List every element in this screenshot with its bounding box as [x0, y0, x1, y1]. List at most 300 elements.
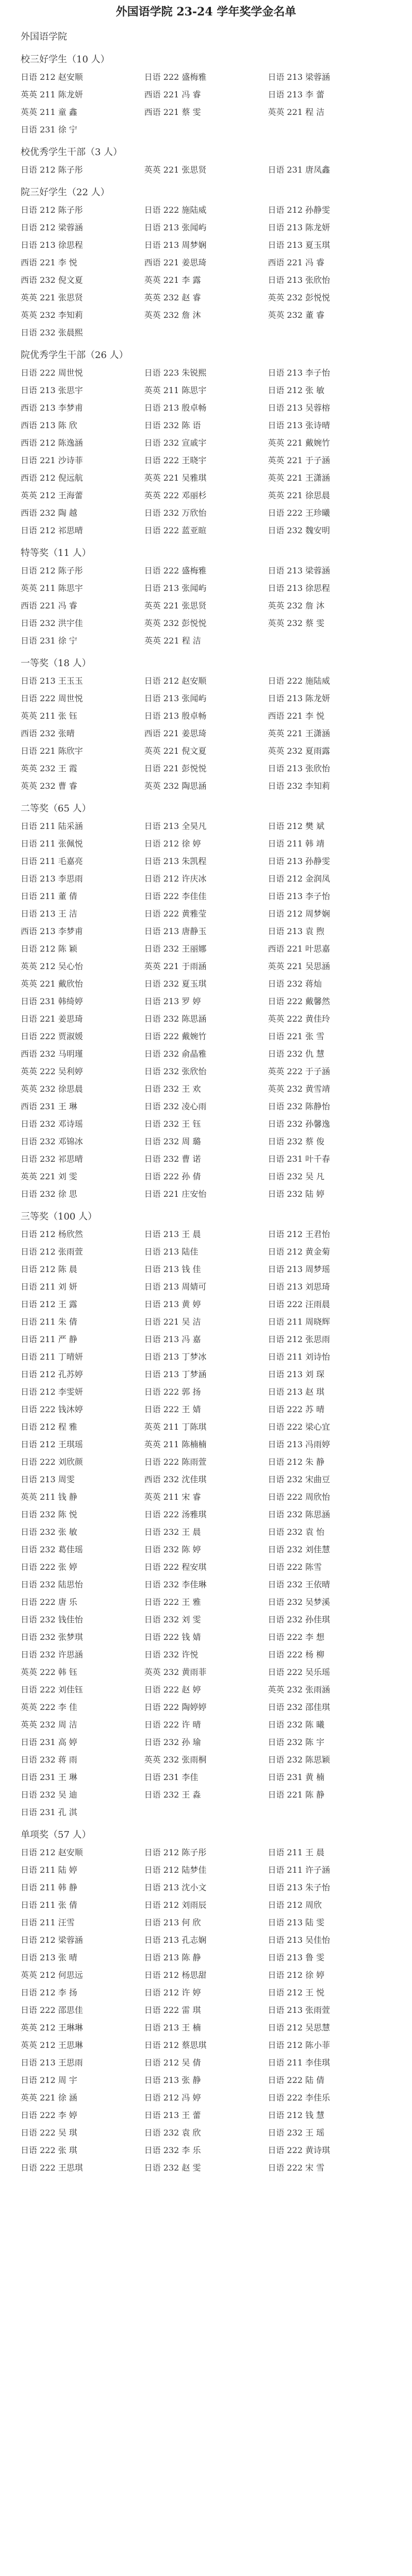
- student-entry: 日语 222 钱 婧: [144, 1632, 201, 1642]
- student-entry: 日语 212 梁蓉涵: [21, 223, 83, 232]
- student-entry: 日语 213 殷卓畅: [144, 711, 207, 721]
- student-entry: 日语 213 罗 婷: [144, 996, 201, 1006]
- student-entry: 日语 212 黄金菊: [268, 1247, 331, 1257]
- student-entry: 日语 213 袁 煦: [268, 926, 325, 936]
- name-row: [21, 1281, 391, 1293]
- name-row: [21, 1701, 391, 1714]
- student-entry: 日语 222 孙 倩: [144, 1172, 201, 1181]
- student-entry: 日语 221 沙诗菲: [21, 455, 83, 465]
- student-entry: 日语 232 邵佳琪: [268, 1702, 331, 1712]
- student-entry: 日语 213 王 晨: [144, 1229, 201, 1239]
- student-entry: 日语 212 张 敏: [268, 385, 325, 395]
- student-entry: 日语 212 吴 倩: [144, 2058, 201, 2067]
- student-entry: 英英 232 彭悦悦: [144, 618, 207, 628]
- student-entry: 西语 232 沈佳琪: [144, 1475, 207, 1484]
- student-entry: 英英 232 董 睿: [268, 310, 325, 320]
- name-row: [21, 327, 391, 339]
- student-entry: 日语 232 洪宇佳: [21, 618, 83, 628]
- student-entry: 日语 231 黄 楠: [268, 1772, 325, 1782]
- name-row: [21, 1952, 391, 1964]
- student-entry: 日语 232 王 淼: [144, 1790, 201, 1800]
- student-entry: 日语 221 陈 静: [268, 1790, 325, 1800]
- student-entry: 西语 221 姜思琦: [144, 728, 207, 738]
- name-row: [21, 164, 391, 176]
- student-entry: 日语 221 姜思琦: [21, 1014, 83, 1024]
- student-entry: 日语 213 陈龙妍: [268, 223, 331, 232]
- student-entry: 日语 212 孔苏婷: [21, 1369, 83, 1379]
- student-entry: 日语 231 徐 宁: [21, 125, 77, 134]
- name-row: [21, 257, 391, 269]
- name-row: [21, 780, 391, 792]
- student-entry: 日语 222 周欣怡: [268, 1492, 331, 1502]
- student-entry: 日语 222 黄雅莹: [144, 909, 207, 919]
- student-entry: 日语 213 夏玉琪: [268, 240, 331, 250]
- student-entry: 日语 212 杨思甜: [144, 1970, 207, 1980]
- name-row: [21, 2039, 391, 2052]
- name-row: [21, 1136, 391, 1148]
- student-entry: 英英 211 张 钰: [21, 711, 77, 721]
- student-entry: 日语 212 王君怡: [268, 1229, 331, 1239]
- student-entry: 日语 211 王 晨: [268, 1848, 325, 1857]
- student-entry: 英英 212 吴心怡: [21, 961, 83, 971]
- student-entry: 日语 232 王 瑶: [268, 2128, 325, 2138]
- student-entry: 英英 221 刘 雯: [21, 1172, 77, 1181]
- name-row: [21, 274, 391, 286]
- student-entry: 日语 213 王 楠: [144, 2023, 201, 2032]
- student-entry: 英英 211 丁陈琪: [144, 1422, 207, 1432]
- student-entry: 日语 222 施陆威: [268, 676, 331, 686]
- student-entry: 英英 222 于子涵: [268, 1066, 331, 1076]
- student-entry: 日语 212 陈子彤: [144, 1848, 207, 1857]
- student-entry: 日语 221 陈欣宇: [21, 746, 83, 756]
- student-entry: 日语 213 张闻屿: [144, 223, 207, 232]
- student-entry: 日语 213 张 晴: [21, 1953, 77, 1962]
- name-row: [21, 1403, 391, 1416]
- name-row: [21, 2004, 391, 2016]
- student-entry: 日语 232 俞晶雅: [144, 1049, 207, 1059]
- student-entry: 日语 213 李 蕾: [268, 90, 325, 99]
- name-row: [21, 2109, 391, 2122]
- student-entry: 日语 213 张闻屿: [144, 583, 207, 593]
- name-row: [21, 1263, 391, 1276]
- student-entry: 西语 221 冯 睿: [144, 90, 201, 99]
- category-list: [21, 54, 391, 2174]
- student-entry: 日语 222 陈雪: [268, 1562, 322, 1572]
- category-heading: 三等奖（100 人）: [21, 1211, 97, 1222]
- student-entry: 日语 222 赵 婷: [144, 1685, 201, 1694]
- student-entry: 日语 232 周 璐: [144, 1137, 201, 1146]
- student-entry: 英英 221 徐思晨: [268, 490, 331, 500]
- student-entry: 日语 232 许悦: [144, 1650, 199, 1659]
- student-entry: 英英 222 邓丽杉: [144, 490, 207, 500]
- award-category: [21, 187, 391, 339]
- student-entry: 日语 232 刘佳慧: [268, 1545, 331, 1554]
- student-entry: 日语 222 戴馨然: [268, 996, 331, 1006]
- student-entry: 英英 232 蔡 雯: [268, 618, 325, 628]
- student-entry: 日语 213 张闻屿: [144, 693, 207, 703]
- student-entry: 日语 232 张 敏: [21, 1527, 77, 1537]
- name-row: [21, 124, 391, 136]
- student-entry: 西语 232 张晴: [21, 728, 75, 738]
- student-entry: 日语 213 王玉玉: [21, 676, 83, 686]
- student-entry: 日语 232 蒋 雨: [21, 1755, 77, 1765]
- student-entry: 日语 211 严 静: [21, 1334, 77, 1344]
- name-row: [21, 419, 391, 432]
- name-row: [21, 2144, 391, 2157]
- student-entry: 日语 212 祁思晴: [21, 526, 83, 535]
- student-entry: 日语 222 刘欣颜: [21, 1457, 83, 1467]
- name-row: [21, 855, 391, 868]
- student-entry: 日语 232 吴 迪: [21, 1790, 77, 1800]
- student-entry: 日语 222 陈雨萱: [144, 1457, 207, 1467]
- student-entry: 日语 232 吴梦溪: [268, 1597, 331, 1607]
- student-entry: 日语 221 彭悦悦: [144, 764, 207, 773]
- student-entry: 日语 232 夏玉琪: [144, 979, 207, 989]
- student-entry: 日语 213 冯雨婷: [268, 1439, 331, 1449]
- name-row: [21, 106, 391, 118]
- name-row: [21, 1030, 391, 1043]
- name-row: [21, 943, 391, 955]
- name-row: [21, 2092, 391, 2104]
- student-entry: 日语 232 王 晨: [144, 1527, 201, 1537]
- name-row: [21, 1048, 391, 1060]
- student-entry: 日语 232 张梦琪: [21, 1632, 83, 1642]
- student-entry: 日语 212 陈子彤: [21, 566, 83, 575]
- student-entry: 日语 213 张雨萱: [268, 2005, 331, 2015]
- student-entry: 日语 212 陈 晨: [21, 1264, 77, 1274]
- student-entry: 日语 213 周梦娴: [144, 240, 207, 250]
- name-row: [21, 600, 391, 612]
- student-entry: 日语 213 张思宇: [21, 385, 83, 395]
- student-entry: 西语 221 叶思嘉: [268, 944, 331, 954]
- student-entry: 日语 212 陈子彤: [21, 205, 83, 215]
- name-row: [21, 367, 391, 379]
- student-entry: 英英 221 李 露: [144, 275, 201, 285]
- student-entry: 日语 211 汪雪: [21, 1918, 75, 1927]
- name-row: [21, 1917, 391, 1929]
- student-entry: 日语 232 魏安明: [268, 526, 331, 535]
- student-entry: 日语 213 李子怡: [268, 368, 331, 378]
- name-row: [21, 1316, 391, 1328]
- name-row: [21, 1806, 391, 1819]
- student-entry: 日语 231 唐凤鑫: [268, 165, 331, 175]
- student-entry: 日语 221 张 雪: [268, 1031, 325, 1041]
- student-entry: 日语 213 梁蓉涵: [268, 566, 331, 575]
- student-entry: 日语 222 李佳佳: [144, 891, 207, 901]
- student-entry: 日语 231 高 婷: [21, 1737, 77, 1747]
- student-entry: 日语 232 孙 瑜: [144, 1737, 201, 1747]
- student-entry: 日语 222 唐 乐: [21, 1597, 77, 1607]
- student-entry: 日语 212 刘雨辰: [144, 1900, 207, 1910]
- student-entry: 日语 232 李 乐: [144, 2145, 201, 2155]
- student-entry: 日语 212 樊 斌: [268, 821, 325, 831]
- student-entry: 日语 222 王思琪: [21, 2163, 83, 2173]
- student-entry: 英英 232 张雨涵: [268, 1685, 331, 1694]
- document-page: [0, 5, 412, 2174]
- name-row: [21, 1333, 391, 1346]
- student-entry: 英英 232 张雨桐: [144, 1755, 207, 1765]
- student-entry: 西语 221 蔡 雯: [144, 107, 201, 117]
- name-row: [21, 1666, 391, 1679]
- student-entry: 日语 211 张佩悦: [21, 839, 83, 849]
- student-entry: 日语 213 吴蓉榕: [268, 403, 331, 413]
- name-row: [21, 384, 391, 397]
- student-entry: 日语 212 陈子彤: [21, 165, 83, 175]
- student-entry: 日语 213 殷卓畅: [144, 403, 207, 413]
- name-row: [21, 1188, 391, 1200]
- award-category: [21, 803, 391, 1200]
- student-entry: 日语 213 张欣怡: [268, 275, 331, 285]
- student-entry: 日语 231 徐 宁: [21, 636, 77, 646]
- name-row: [21, 1491, 391, 1503]
- name-row: [21, 1789, 391, 1801]
- student-entry: 日语 212 孙静雯: [268, 205, 331, 215]
- student-entry: 日语 222 王 雅: [144, 1597, 201, 1607]
- student-entry: 英英 221 吴思涵: [268, 961, 331, 971]
- name-row: [21, 2022, 391, 2034]
- student-entry: 日语 222 吴乐瑶: [268, 1667, 331, 1677]
- student-entry: 英英 232 李知莉: [21, 310, 83, 320]
- student-entry: 英英 232 徐思晨: [21, 1084, 83, 1094]
- student-entry: 日语 212 王 露: [21, 1299, 77, 1309]
- name-row: [21, 675, 391, 687]
- student-entry: 日语 211 许子涵: [268, 1865, 331, 1875]
- student-entry: 日语 232 陈思涵: [144, 1014, 207, 1024]
- student-entry: 日语 211 丁晴妍: [21, 1352, 83, 1362]
- category-heading: 校优秀学生干部（3 人）: [21, 147, 123, 158]
- name-row: [21, 960, 391, 973]
- student-entry: 日语 213 黄 婷: [144, 1299, 201, 1309]
- student-entry: 英英 221 倪文夏: [144, 746, 207, 756]
- student-entry: 日语 211 韩 静: [21, 1883, 77, 1892]
- student-entry: 英英 232 詹 沐: [144, 310, 201, 320]
- name-row: [21, 762, 391, 775]
- name-row: [21, 727, 391, 740]
- name-row: [21, 2162, 391, 2174]
- category-heading: 单项奖（57 人）: [21, 1829, 91, 1840]
- name-row: [21, 1351, 391, 1363]
- student-entry: 日语 221 吴 洁: [144, 1317, 201, 1327]
- name-row: [21, 1596, 391, 1608]
- name-row: [21, 635, 391, 647]
- student-entry: 日语 213 王 洁: [21, 909, 77, 919]
- student-entry: 日语 232 宣戚宇: [144, 438, 207, 448]
- student-entry: 英英 211 陈思宇: [144, 385, 207, 395]
- student-entry: 日语 212 蔡思琪: [144, 2040, 207, 2050]
- category-heading: 一等奖（18 人）: [21, 658, 91, 669]
- name-row: [21, 925, 391, 938]
- student-entry: 日语 213 张诗晴: [268, 420, 331, 430]
- student-entry: 日语 211 陆 婷: [21, 1865, 77, 1875]
- student-entry: 日语 232 蒋灿: [268, 979, 322, 989]
- student-entry: 日语 213 李思雨: [21, 874, 83, 884]
- student-entry: 日语 222 程安琪: [144, 1562, 207, 1572]
- student-entry: 日语 222 钱沐婷: [21, 1404, 83, 1414]
- student-entry: 日语 222 盛梅雅: [144, 72, 207, 82]
- student-entry: 日语 232 孙佳琪: [268, 1615, 331, 1624]
- student-entry: 英英 211 宋 睿: [144, 1492, 201, 1502]
- name-row: [21, 1736, 391, 1749]
- student-entry: 日语 213 朱凯程: [144, 856, 207, 866]
- student-entry: 日语 212 王 悦: [268, 1988, 325, 1997]
- student-entry: 日语 222 苏 晴: [268, 1404, 325, 1414]
- name-row: [21, 472, 391, 484]
- name-row: [21, 745, 391, 757]
- name-row: [21, 1228, 391, 1241]
- student-entry: 英英 211 陈龙妍: [21, 90, 83, 99]
- name-row: [21, 507, 391, 519]
- name-row: [21, 1013, 391, 1025]
- name-row: [21, 1100, 391, 1113]
- student-entry: 日语 232 袁 欣: [144, 2128, 201, 2138]
- student-entry: 日语 232 宋曲豆: [268, 1475, 331, 1484]
- student-entry: 英英 221 张思贤: [144, 165, 207, 175]
- student-entry: 日语 213 刘 琛: [268, 1369, 325, 1379]
- student-entry: 日语 213 全昊凡: [144, 821, 207, 831]
- student-entry: 日语 213 王思雨: [21, 2058, 83, 2067]
- student-entry: 日语 232 王依晴: [268, 1580, 331, 1589]
- name-row: [21, 1438, 391, 1451]
- name-row: [21, 1083, 391, 1095]
- student-entry: 西语 213 李梦甫: [21, 403, 83, 413]
- student-entry: 日语 232 蔡 俊: [268, 1137, 325, 1146]
- name-row: [21, 838, 391, 850]
- name-row: [21, 239, 391, 251]
- student-entry: 英英 232 詹 沐: [268, 601, 325, 611]
- student-entry: 西语 232 陶 越: [21, 508, 77, 518]
- name-row: [21, 873, 391, 885]
- student-entry: 日语 222 陶婷婷: [144, 1702, 207, 1712]
- name-row: [21, 1614, 391, 1626]
- name-row: [21, 437, 391, 449]
- category-heading: 院三好学生（22 人）: [21, 187, 110, 198]
- student-entry: 日语 212 张思雨: [268, 1334, 331, 1344]
- student-entry: 日语 221 庄安怡: [144, 1189, 207, 1199]
- student-entry: 日语 232 葛佳瑶: [21, 1545, 83, 1554]
- student-entry: 英英 232 王 霞: [21, 764, 77, 773]
- student-entry: 日语 213 张欣怡: [268, 764, 331, 773]
- student-entry: 英英 211 陈思宇: [21, 583, 83, 593]
- student-entry: 西语 212 倪远航: [21, 473, 83, 483]
- student-entry: 日语 222 汪雨晨: [268, 1299, 331, 1309]
- student-entry: 日语 232 陈 曦: [268, 1720, 325, 1730]
- student-entry: 日语 231 叶千春: [268, 1154, 331, 1164]
- student-entry: 日语 211 陆采涵: [21, 821, 83, 831]
- name-row: [21, 1526, 391, 1538]
- student-entry: 日语 232 王 欢: [144, 1084, 201, 1094]
- student-entry: 日语 232 赵 雯: [144, 2163, 201, 2173]
- student-entry: 日语 212 许 婷: [144, 1988, 201, 1997]
- award-category: [21, 1211, 391, 1819]
- name-row: [21, 1421, 391, 1433]
- name-row: [21, 1864, 391, 1876]
- student-entry: 日语 211 周晓辉: [268, 1317, 331, 1327]
- name-row: [21, 1118, 391, 1130]
- student-entry: 日语 232 陈静怡: [268, 1101, 331, 1111]
- student-entry: 英英 221 程 洁: [144, 636, 201, 646]
- name-row: [21, 524, 391, 537]
- student-entry: 日语 222 戴婉竹: [144, 1031, 207, 1041]
- name-row: [21, 2057, 391, 2069]
- student-entry: 英英 232 彭悦悦: [268, 293, 331, 302]
- name-row: [21, 1153, 391, 1165]
- student-entry: 英英 221 于雨涵: [144, 961, 207, 971]
- student-entry: 英英 212 何思远: [21, 1970, 83, 1980]
- student-entry: 英英 221 于子涵: [268, 455, 331, 465]
- name-row: [21, 978, 391, 990]
- student-entry: 日语 213 唐静玉: [144, 926, 207, 936]
- student-entry: 日语 213 李子怡: [268, 891, 331, 901]
- student-entry: 日语 213 吴佳怡: [268, 1935, 331, 1945]
- student-entry: 西语 231 王 琳: [21, 1101, 77, 1111]
- student-entry: 英英 212 王琳琳: [21, 2023, 83, 2032]
- student-entry: 日语 222 许 晴: [144, 1720, 201, 1730]
- student-entry: 日语 212 冯 婷: [144, 2093, 201, 2103]
- student-entry: 日语 222 王珍曦: [268, 508, 331, 518]
- student-entry: 日语 213 陈 静: [144, 1953, 201, 1962]
- name-row: [21, 204, 391, 216]
- name-row: [21, 582, 391, 595]
- student-entry: 日语 212 李雯妍: [21, 1387, 83, 1397]
- student-entry: 日语 211 张 倩: [21, 1900, 77, 1910]
- student-entry: 日语 232 曹 诺: [144, 1154, 201, 1164]
- name-row: [21, 402, 391, 414]
- student-entry: 日语 232 陈思颖: [268, 1755, 331, 1765]
- student-entry: 日语 222 李 婷: [21, 2110, 77, 2120]
- student-entry: 英英 211 童 鑫: [21, 107, 77, 117]
- student-entry: 英英 221 王潇涵: [268, 728, 331, 738]
- student-entry: 日语 211 刘诗怡: [268, 1352, 331, 1362]
- student-entry: 日语 223 朱锐熙: [144, 368, 207, 378]
- student-entry: 日语 211 董 倩: [21, 891, 77, 901]
- student-entry: 英英 232 黄雪靖: [268, 1084, 331, 1094]
- name-row: [21, 1368, 391, 1381]
- student-entry: 日语 212 赵安顺: [144, 676, 207, 686]
- student-entry: 日语 232 袁 怡: [268, 1527, 325, 1537]
- student-entry: 日语 231 孔 淇: [21, 1807, 77, 1817]
- student-entry: 日语 222 张 婷: [21, 1562, 77, 1572]
- student-entry: 日语 222 蓝亚暄: [144, 526, 207, 535]
- name-row: [21, 309, 391, 321]
- student-entry: 日语 213 周雯: [21, 1475, 75, 1484]
- name-row: [21, 890, 391, 903]
- student-entry: 日语 212 周梦娴: [268, 909, 331, 919]
- student-entry: 日语 222 施陆威: [144, 205, 207, 215]
- student-entry: 日语 232 邓诗瑶: [21, 1119, 83, 1129]
- student-entry: 日语 212 陆梦佳: [144, 1865, 207, 1875]
- student-entry: 英英 232 曹 睿: [21, 781, 77, 791]
- student-entry: 日语 222 周世悦: [21, 693, 83, 703]
- category-heading: 院优秀学生干部（26 人）: [21, 350, 128, 361]
- student-entry: 英英 212 王海蕾: [21, 490, 83, 500]
- name-row: [21, 1684, 391, 1696]
- student-entry: 日语 213 冯 嘉: [144, 1334, 201, 1344]
- student-entry: 英英 232 周 洁: [21, 1720, 77, 1730]
- student-entry: 日语 213 徐思程: [21, 240, 83, 250]
- student-entry: 日语 232 张欣怡: [144, 1066, 207, 1076]
- category-heading: 二等奖（65 人）: [21, 803, 91, 814]
- student-entry: 日语 212 吴思慧: [268, 2023, 331, 2032]
- name-row: [21, 1631, 391, 1643]
- student-entry: 英英 232 黄雨菲: [144, 1667, 207, 1677]
- student-entry: 日语 213 刘思琦: [268, 1282, 331, 1292]
- name-row: [21, 692, 391, 705]
- award-category: [21, 657, 391, 792]
- student-entry: 日语 213 朱子怡: [268, 1883, 331, 1892]
- name-row: [21, 1846, 391, 1859]
- student-entry: 日语 213 丁梦涵: [144, 1369, 207, 1379]
- student-entry: 西语 221 冯 睿: [21, 601, 77, 611]
